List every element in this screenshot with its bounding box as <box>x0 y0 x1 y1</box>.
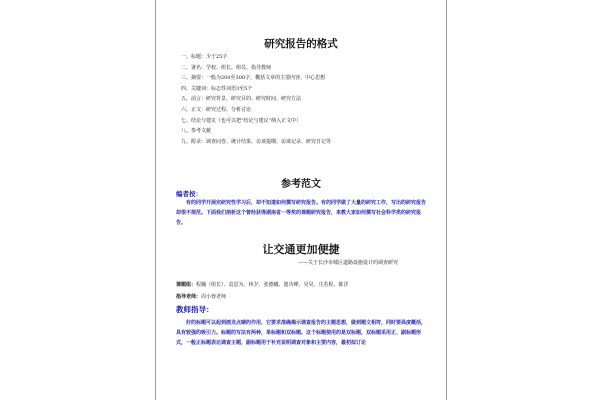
advisor <box>176 292 226 302</box>
format-section-title: 研究报告的格式 <box>264 38 338 50</box>
format-item: 一、标题：少于25字 <box>181 54 228 60</box>
report-subtitle: ——关于长沙市城区道路设施设计的调查研究 <box>297 260 398 266</box>
format-list <box>181 52 431 147</box>
research-group <box>176 280 349 290</box>
format-item: 七、结论与建议（也可以把“结论与建议”纳入正文中） <box>181 117 302 124</box>
format-item: 二、署名：学校、组长、组员、指导教师 <box>181 64 272 71</box>
research-group-label: 课题组： <box>176 282 197 288</box>
document-page <box>155 0 447 400</box>
editor-note-text: 有的同学开展完研究性学习后，却不知道如何撰写研究报告。有的同学做了大量的研究工作，写出的研究报告却很不规范。下面我们剖析这个曾经获得湖南省一等奖的课题研究报告，来教大家如何撰写社会科学类的研究报告。 <box>176 200 427 226</box>
format-item: 九、附录：调查问卷、统计结果、访谈提纲、访谈记录、研究日记等 <box>181 138 332 145</box>
sample-section-title: 参考范文 <box>281 179 321 190</box>
format-item: 四、关键词：标志性词语3至5个 <box>181 85 253 92</box>
teacher-guide-text: 好的标题可以起到画龙点睛的作用，它要求准确揭示调查报告的主题思想，做到题文相符，同时要高度概括，具有较强的吸引力。标题的写法有两种，单标题和双标题。这个标题使用的是双标题，双标题采用正、副标题形式，一般正标题表达调查主题，副标题用于补充说明调查对象和主要内容，最初拟订论 <box>176 320 427 346</box>
advisor-name: 周小蓉老师 <box>201 294 227 300</box>
research-group-members: 程瀚（组长）、袁思为、林夕、张德曦、楚功峰、吴昊、庄若程、陈洋 <box>196 282 349 288</box>
report-title: 让交通更加便捷 <box>262 243 340 256</box>
advisor-label: 指导老师： <box>176 294 202 300</box>
format-item: 六、正文：研究过程、分析讨论 <box>181 106 252 113</box>
format-item: 三、摘要：一般为200至300字，概括文章的主要内容、中心思想 <box>181 75 326 82</box>
format-item: 八、参考文献 <box>181 128 212 135</box>
format-item: 五、前言：研究背景、研究目的、研究时间、研究方法 <box>181 96 302 103</box>
teacher-guide-label: 教师指导： <box>176 305 214 314</box>
editor-note-label: 编者按： <box>176 190 202 198</box>
